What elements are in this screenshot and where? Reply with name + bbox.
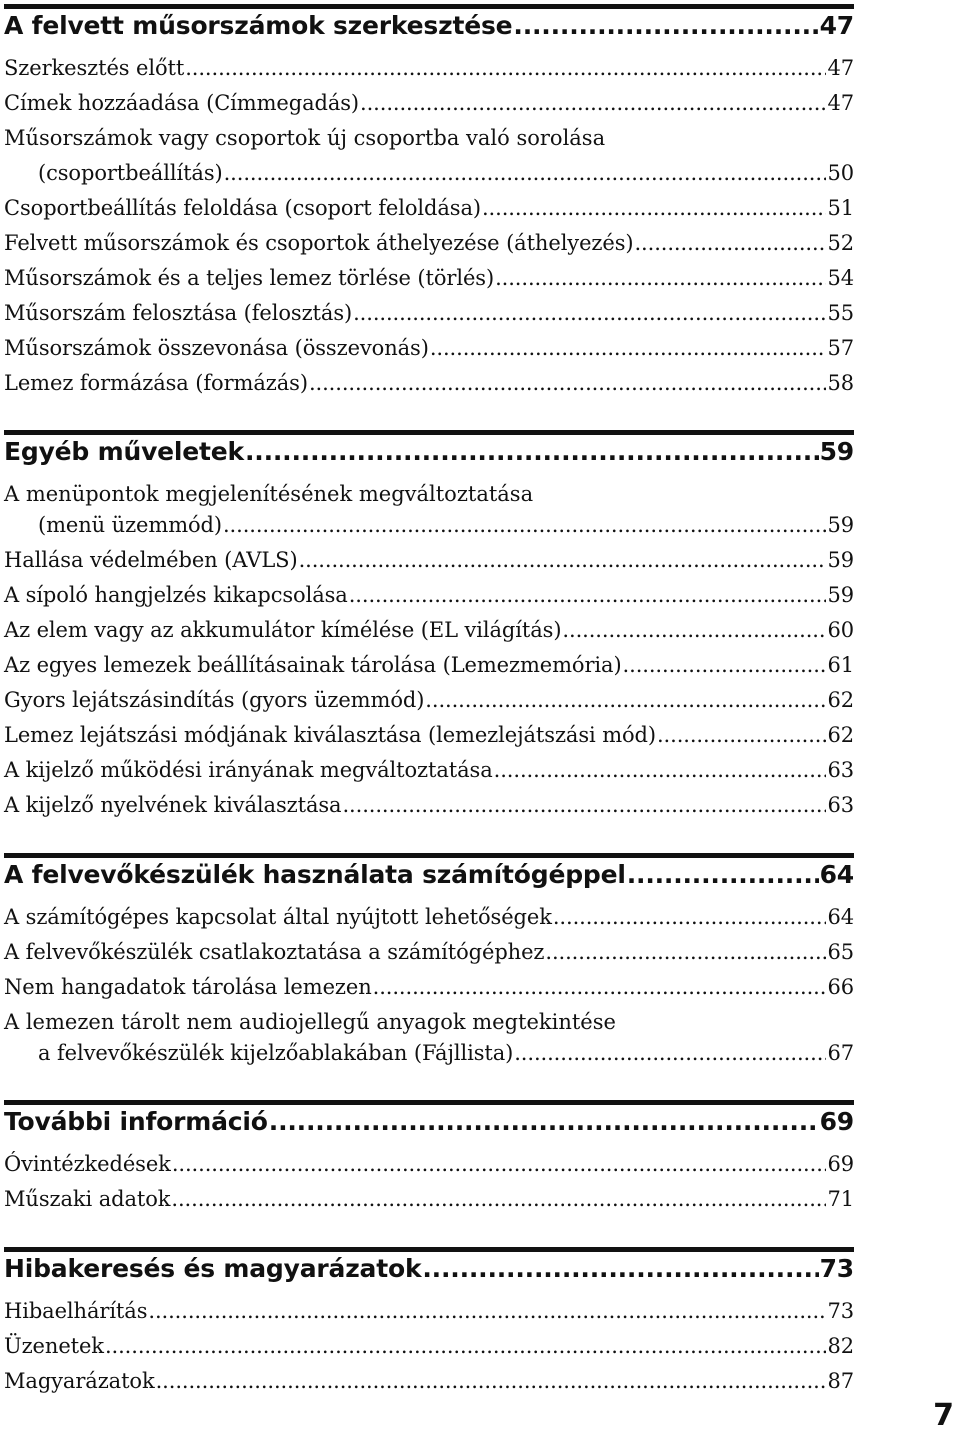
entry-title: A lemezen tárolt nem audiojellegű anyagok megtekintése [4, 1010, 616, 1034]
entry-title: Csoportbeállítás feloldása (csoport feloldása) [4, 196, 481, 220]
dot-leader [353, 298, 826, 328]
entry-page: 47 [827, 91, 854, 115]
dot-leader [373, 972, 827, 1002]
toc-entry[interactable] [4, 650, 854, 680]
entry-page: 65 [827, 940, 854, 964]
toc-entry[interactable] [4, 333, 854, 363]
entry-title: A számítógépes kapcsolat által nyújtott lehetőségek [4, 905, 552, 929]
entry-page: 62 [827, 723, 854, 747]
dot-leader [309, 368, 827, 398]
entry-page: 66 [827, 975, 854, 999]
entry-title: A kijelző nyelvének kiválasztása [4, 793, 342, 817]
toc-entry[interactable] [4, 972, 854, 1002]
dot-leader [430, 333, 827, 363]
dot-leader [156, 1366, 827, 1396]
dot-leader [482, 193, 827, 223]
section-page: 73 [819, 1254, 854, 1283]
section-heading[interactable] [4, 1253, 854, 1285]
entry-page: 55 [827, 301, 854, 325]
toc-entry[interactable] [4, 1038, 854, 1068]
dot-leader [553, 902, 827, 932]
dot-leader [562, 615, 826, 645]
toc-entry[interactable] [4, 510, 854, 540]
toc-entry[interactable] [4, 1366, 854, 1396]
dot-leader [342, 790, 826, 820]
dot-leader [245, 436, 819, 468]
toc-entry[interactable] [4, 228, 854, 258]
page-number: 7 [933, 1398, 954, 1433]
section-title: További információ [4, 1107, 268, 1136]
dot-leader [224, 158, 827, 188]
toc-entry[interactable] [4, 937, 854, 967]
entry-title: Óvintézkedések [4, 1152, 171, 1176]
entry-title: Nem hangadatok tárolása lemezen [4, 975, 372, 999]
entry-page: 63 [827, 758, 854, 782]
entry-page: 51 [827, 196, 854, 220]
entry-title: Az egyes lemezek beállításainak tárolása (Lemezmemória) [4, 653, 622, 677]
entry-page: 50 [827, 161, 854, 185]
entry-page: 58 [827, 371, 854, 395]
section-heading[interactable] [4, 10, 854, 42]
dot-leader [634, 228, 826, 258]
dot-leader [360, 88, 826, 118]
dot-leader [425, 685, 826, 715]
entry-title: Műsorszámok vagy csoportok új csoportba való sorolása [4, 126, 606, 150]
dot-leader [299, 545, 827, 575]
entry-title: A sípoló hangjelzés kikapcsolása [4, 583, 348, 607]
entry-title: A felvevőkészülék csatlakoztatása a számítógéphez [4, 940, 545, 964]
entry-title: Az elem vagy az akkumulátor kímélése (EL világítás) [4, 618, 562, 642]
section-heading[interactable] [4, 1106, 854, 1138]
entry-page: 60 [827, 618, 854, 642]
entry-title: Lemez lejátszási módjának kiválasztása (lemezlejátszási mód) [4, 723, 656, 747]
dot-leader [172, 1149, 827, 1179]
dot-leader [494, 755, 827, 785]
section-title: A felvett műsorszámok szerkesztése [4, 11, 513, 40]
dot-leader [495, 263, 826, 293]
entry-page: 64 [827, 905, 854, 929]
toc-entry[interactable] [4, 53, 854, 83]
section-title: Egyéb műveletek [4, 437, 244, 466]
entry-page: 54 [827, 266, 854, 290]
entry-title: Műsorszám felosztása (felosztás) [4, 301, 353, 325]
dot-leader [148, 1296, 826, 1326]
toc-entry[interactable] [4, 368, 854, 398]
toc-entry[interactable] [4, 193, 854, 223]
entry-page: 71 [827, 1187, 854, 1211]
toc-entry[interactable] [4, 88, 854, 118]
entry-page: 57 [827, 336, 854, 360]
toc-entry[interactable] [4, 615, 854, 645]
entry-title-continued: a felvevőkészülék kijelzőablakában (Fájllista) [38, 1041, 514, 1065]
entry-title: Szerkesztés előtt [4, 56, 185, 80]
entry-title: A kijelző működési irányának megváltoztatása [4, 758, 493, 782]
toc-entry[interactable] [4, 1331, 854, 1361]
section-page: 59 [819, 437, 854, 466]
entry-page: 59 [827, 548, 854, 572]
entry-page: 67 [827, 1041, 854, 1065]
toc-entry[interactable] [4, 158, 854, 188]
toc-entry[interactable] [4, 1149, 854, 1179]
section-title: Hibakeresés és magyarázatok [4, 1254, 422, 1283]
toc-entry[interactable] [4, 1296, 854, 1326]
dot-leader [105, 1331, 827, 1361]
toc-entry[interactable] [4, 263, 854, 293]
section-page: 69 [819, 1107, 854, 1136]
section-page: 47 [819, 11, 854, 40]
toc-entry[interactable] [4, 545, 854, 575]
entry-title: Felvett műsorszámok és csoportok áthelyezése (áthelyezés) [4, 231, 634, 255]
toc-entry[interactable] [4, 685, 854, 715]
toc-entry[interactable] [4, 902, 854, 932]
entry-title: Hallása védelmében (AVLS) [4, 548, 298, 572]
entry-page: 73 [827, 1299, 854, 1323]
dot-leader [623, 650, 827, 680]
entry-title: Üzenetek [4, 1334, 104, 1358]
entry-title: Műsorszámok és a teljes lemez törlése (törlés) [4, 266, 495, 290]
entry-title-continued: (menü üzemmód) [38, 513, 222, 537]
entry-title: Címek hozzáadása (Címmegadás) [4, 91, 360, 115]
toc-entry[interactable] [4, 298, 854, 328]
entry-title: Lemez formázása (formázás) [4, 371, 308, 395]
section-heading[interactable] [4, 859, 854, 891]
section-rule [4, 4, 854, 9]
toc-entry[interactable] [4, 580, 854, 610]
entry-page: 82 [827, 1334, 854, 1358]
entry-title: Magyarázatok [4, 1369, 155, 1393]
section-page: 64 [819, 860, 854, 889]
toc-entry-first-line[interactable] [4, 479, 854, 509]
toc-entry-first-line[interactable] [4, 123, 854, 153]
entry-page: 62 [827, 688, 854, 712]
entry-title-continued: (csoportbeállítás) [38, 161, 223, 185]
toc-entry[interactable] [4, 790, 854, 820]
toc-entry[interactable] [4, 1184, 854, 1214]
entry-title: Műszaki adatok [4, 1187, 171, 1211]
toc-entry[interactable] [4, 755, 854, 785]
dot-leader [223, 510, 826, 540]
entry-title: A menüpontok megjelenítésének megváltoztatása [4, 482, 534, 506]
toc-entry[interactable] [4, 720, 854, 750]
entry-page: 47 [827, 56, 854, 80]
section-title: A felvevőkészülék használata számítógéppel [4, 860, 626, 889]
entry-page: 52 [827, 231, 854, 255]
toc-entry-first-line[interactable] [4, 1007, 854, 1037]
dot-leader [349, 580, 827, 610]
dot-leader [627, 859, 819, 891]
dot-leader [171, 1184, 826, 1214]
section-rule [4, 430, 854, 435]
entry-title: Hibaelhárítás [4, 1299, 148, 1323]
dot-leader [545, 937, 826, 967]
dot-leader [185, 53, 826, 83]
entry-title: Műsorszámok összevonása (összevonás) [4, 336, 429, 360]
dot-leader [269, 1106, 819, 1138]
entry-page: 59 [827, 513, 854, 537]
dot-leader [657, 720, 826, 750]
entry-page: 69 [827, 1152, 854, 1176]
section-rule [4, 1247, 854, 1252]
entry-page: 59 [827, 583, 854, 607]
entry-title: Gyors lejátszásindítás (gyors üzemmód) [4, 688, 425, 712]
entry-page: 63 [827, 793, 854, 817]
dot-leader [422, 1253, 818, 1285]
section-rule [4, 853, 854, 858]
entry-page: 61 [827, 653, 854, 677]
dot-leader [513, 10, 818, 42]
dot-leader [514, 1038, 826, 1068]
entry-page: 87 [827, 1369, 854, 1393]
section-rule [4, 1100, 854, 1105]
section-heading[interactable] [4, 436, 854, 468]
